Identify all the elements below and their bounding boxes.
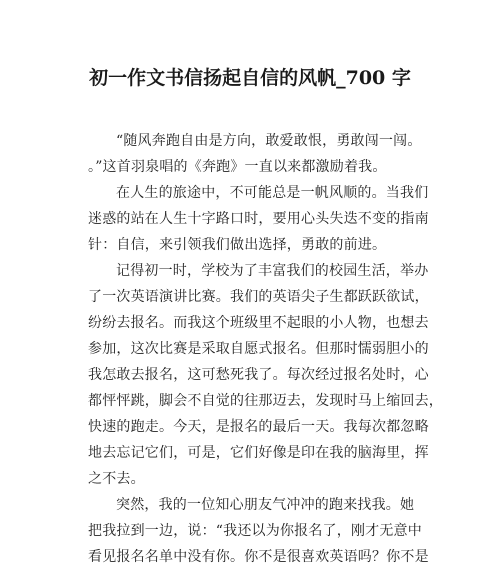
text-line: 参加，这次比赛是采取自愿式报名。但那时懦弱胆小的	[88, 341, 429, 357]
text-line: 地去忘记它们，可是，它们好像是印在我的脑海里，挥	[88, 445, 429, 461]
text-line: 。”这首羽泉唱的《奔跑》一直以来都激励着我。	[88, 159, 387, 175]
text-line: 突然，我的一位知心朋友气冲冲的跑来找我。她	[116, 497, 415, 513]
text-line: 之不去。	[88, 471, 145, 487]
text-line: 看见报名名单中没有你。你不是很喜欢英语吗？你不是	[88, 549, 429, 565]
text-line: 针：自信，来引领我们做出选择，勇敢的前进。	[88, 237, 387, 253]
document-title: 初一作文书信扬起自信的风帆_700 字	[89, 67, 411, 89]
text-line: “随风奔跑自由是方向，敢爱敢恨，勇敢闯一闯。	[116, 133, 422, 149]
text-line: 记得初一时，学校为了丰富我们的校园生活，举办	[116, 263, 429, 279]
text-line: 快速的跑走。今天，是报名的最后一天。我每次都忽略	[88, 419, 429, 435]
text-line: 把我拉到一边，说：“我还以为你报名了，刚才无意中	[88, 523, 422, 539]
text-line: 迷惑的站在人生十字路口时，要用心头失迭不变的指南	[88, 211, 429, 227]
document-body	[88, 128, 443, 570]
text-line: 纷纷去报名。而我这个班级里不起眼的小人物，也想去	[88, 315, 429, 331]
text-line: 了一次英语演讲比赛。我们的英语尖子生都跃跃欲试，	[88, 289, 429, 305]
text-line: 都怦怦跳，脚会不自觉的往那迈去，发现时马上缩回去，	[88, 393, 443, 409]
text-line: 我怎敢去报名，这可愁死我了。每次经过报名处时，心	[88, 367, 429, 383]
text-line: 在人生的旅途中，不可能总是一帆风顺的。当我们	[116, 185, 429, 201]
